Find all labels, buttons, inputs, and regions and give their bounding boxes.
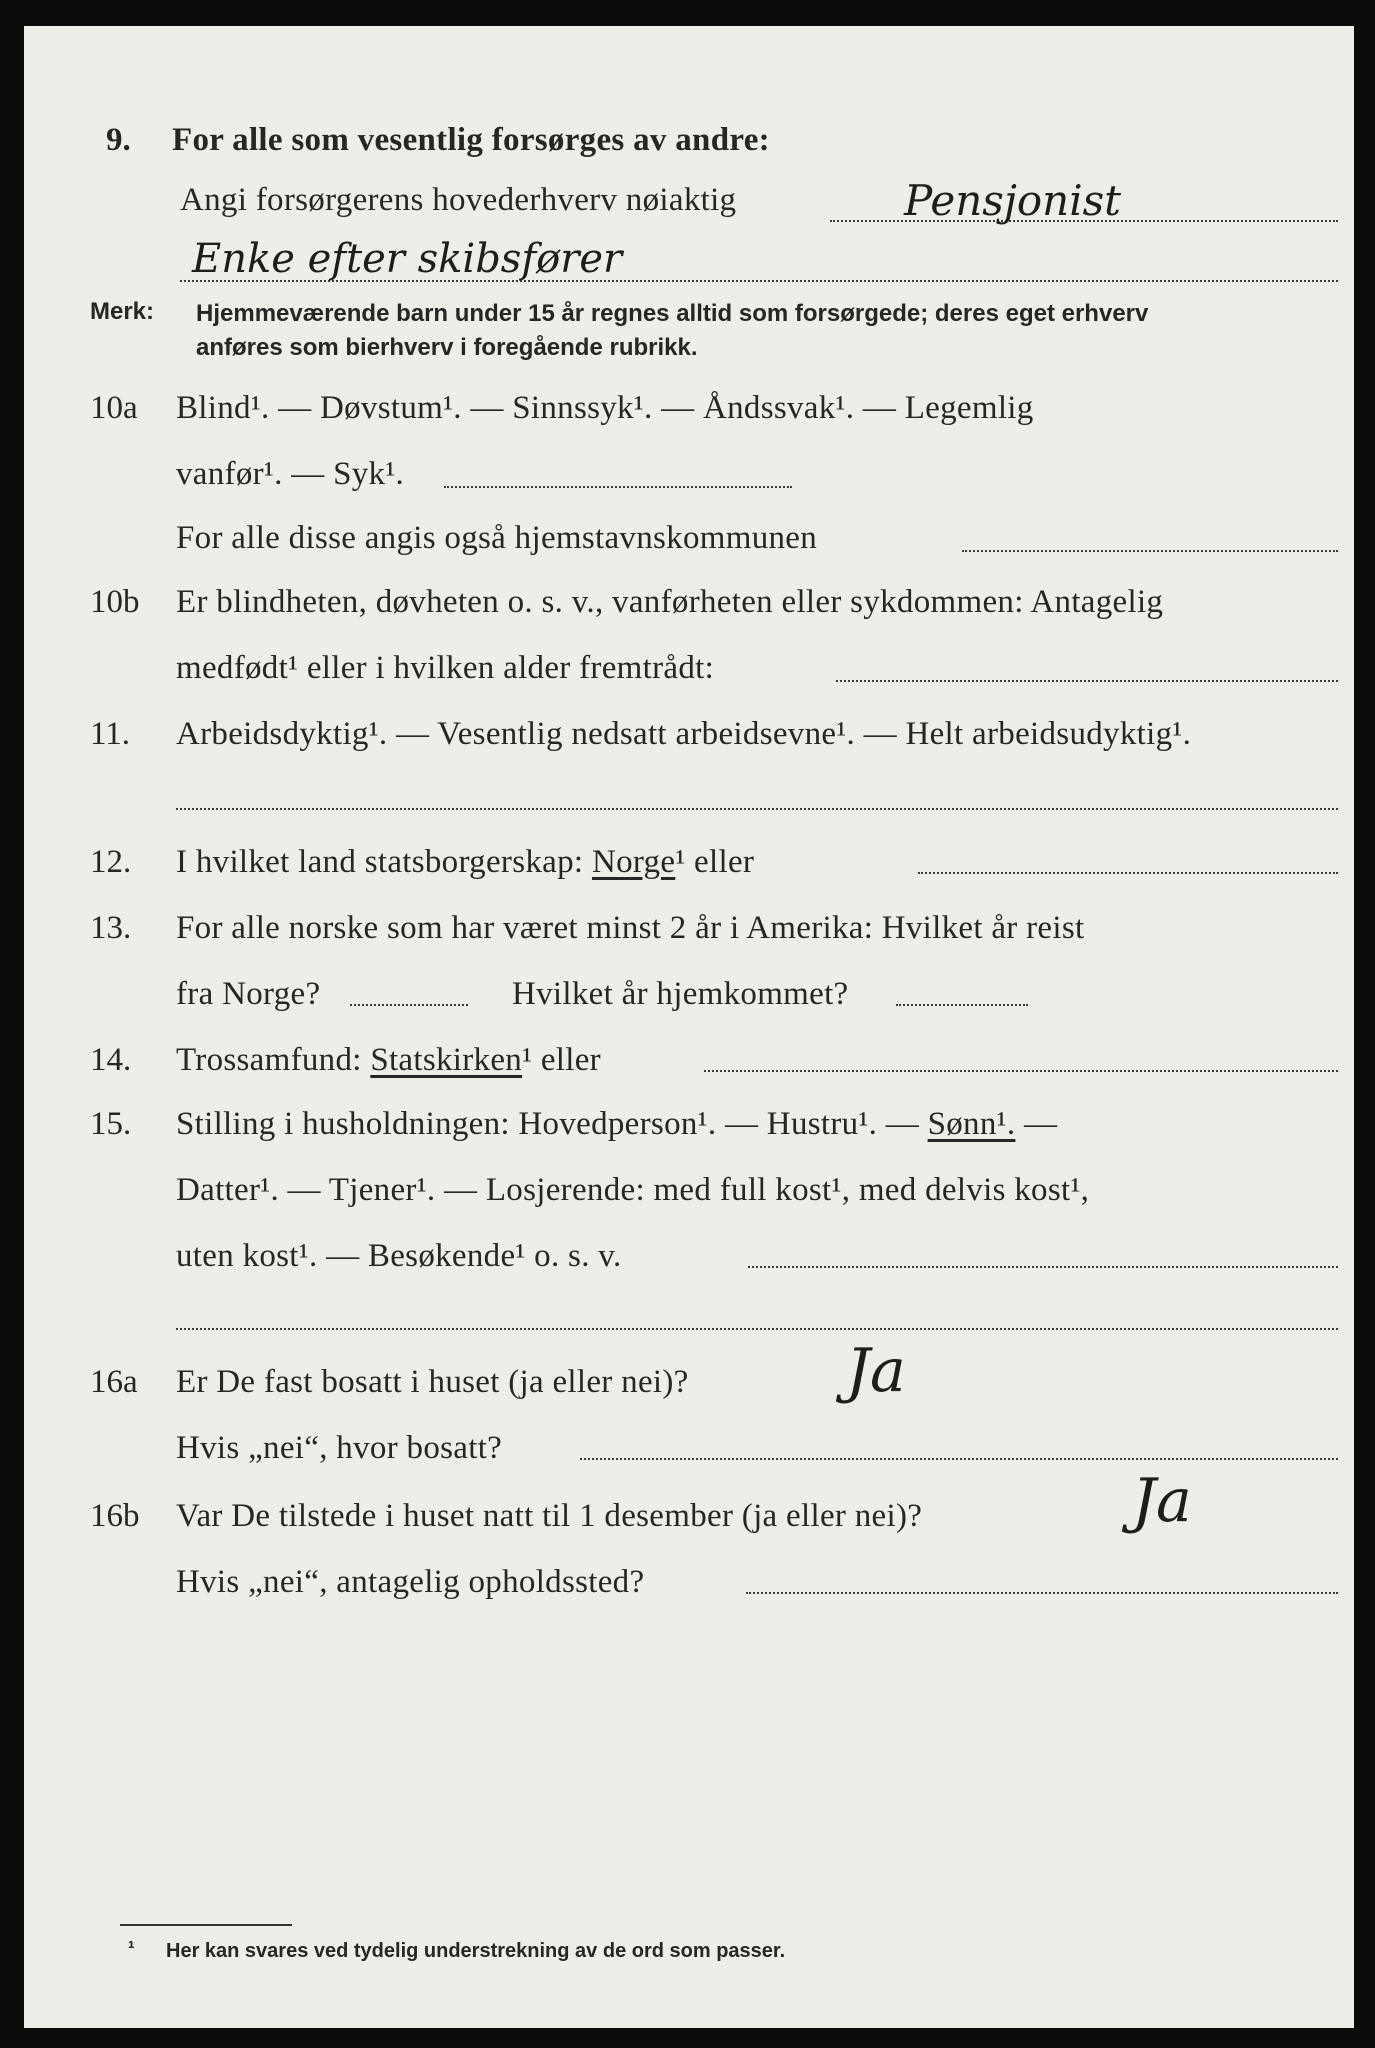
q16a-answer-line — [580, 1458, 1338, 1460]
q15-line-3: uten kost¹. — Besøkende¹ o. s. v. — [176, 1238, 622, 1274]
q9-title: For alle som vesentlig forsørges av andre: — [172, 122, 770, 158]
q16b-handwritten-answer: Ja — [1132, 1466, 1192, 1536]
q12-number: 12. — [90, 844, 132, 880]
q12-line — [176, 844, 754, 881]
q10a-syk-answer-line — [444, 486, 792, 488]
q16b-number: 16b — [90, 1498, 140, 1534]
q16b-answer-line — [746, 1592, 1338, 1594]
q10a-number: 10a — [90, 390, 138, 426]
q12-underlined-answer: Norge — [591, 844, 676, 880]
census-form-page — [24, 26, 1354, 2028]
q16a-number: 16a — [90, 1364, 138, 1400]
q16a-line-1: Er De fast bosatt i huset (ja eller nei)? — [176, 1364, 689, 1400]
q13-part-a: fra Norge? — [176, 976, 321, 1012]
q14-label: Trossamfund: — [176, 1042, 362, 1078]
footnote-rule — [120, 1924, 292, 1926]
q13-reist-answer-line — [350, 1004, 468, 1006]
q15-line-1-text: Stilling i husholdningen: Hovedperson¹. — Hustru¹. — — [176, 1106, 920, 1142]
q15-number: 15. — [90, 1106, 132, 1142]
q12-suffix: ¹ eller — [675, 844, 755, 880]
q11-line-1: Arbeidsdyktig¹. — Vesentlig nedsatt arbeidsevne¹. — Helt arbeidsudyktig¹. — [176, 716, 1192, 752]
merk-text-1: Hjemmeværende barn under 15 år regnes alltid som forsørgede; deres eget erhverv — [196, 300, 1149, 327]
q15-line-1 — [176, 1106, 1057, 1143]
q9-number: 9. — [106, 122, 131, 158]
q10a-line-2: vanfør¹. — Syk¹. — [176, 456, 405, 492]
q14-line — [176, 1042, 601, 1079]
merk-label: Merk: — [90, 298, 155, 325]
q11-answer-line — [176, 808, 1338, 810]
q13-part-b: Hvilket år hjemkommet? — [512, 976, 849, 1012]
q10a-line-3: For alle disse angis også hjemstavnskommunen — [176, 520, 818, 556]
footnote-text: Her kan svares ved tydelig understrekning av de ord som passer. — [166, 1940, 786, 1962]
q15-underlined-answer: Sønn¹. — [927, 1106, 1016, 1142]
q16b-line-1: Var De tilstede i huset natt til 1 desember (ja eller nei)? — [176, 1498, 923, 1534]
q9-label: Angi forsørgerens hovederhverv nøiaktig — [180, 182, 737, 218]
q9-handwritten-answer-1: Pensjonist — [904, 176, 1122, 225]
q10b-answer-line — [836, 680, 1338, 682]
q13-hjemkommet-answer-line — [896, 1004, 1028, 1006]
q10b-number: 10b — [90, 584, 140, 620]
q15-line-2: Datter¹. — Tjener¹. — Losjerende: med full kost¹, med delvis kost¹, — [176, 1172, 1090, 1208]
q15-answer-line-1 — [748, 1266, 1338, 1268]
q14-answer-line — [704, 1070, 1338, 1072]
q16a-line-2: Hvis „nei“, hvor bosatt? — [176, 1430, 503, 1466]
q16a-handwritten-answer: Ja — [846, 1336, 906, 1406]
q16b-line-2: Hvis „nei“, antagelig opholdssted? — [176, 1564, 645, 1600]
q9-handwritten-answer-2: Enke efter skibsfører — [192, 236, 623, 282]
q13-line-1: For alle norske som har været minst 2 år i Amerika: Hvilket år reist — [176, 910, 1085, 946]
q10a-line-1: Blind¹. — Døvstum¹. — Sinnssyk¹. — Åndssvak¹. — Legemlig — [176, 390, 1034, 426]
q14-underlined-answer: Statskirken — [370, 1042, 523, 1078]
q10b-line-1: Er blindheten, døvheten o. s. v., vanførheten eller sykdommen: Antagelig — [176, 584, 1164, 620]
footnote-mark: ¹ — [128, 1938, 135, 1960]
q14-suffix: ¹ eller — [522, 1042, 601, 1078]
q15-line-1-suffix: — — [1023, 1106, 1058, 1142]
q10a-kommune-answer-line — [962, 550, 1338, 552]
q12-label: I hvilket land statsborgerskap: — [176, 844, 584, 880]
q15-answer-line-2 — [176, 1328, 1338, 1330]
q12-answer-line — [918, 872, 1338, 874]
merk-text-2: anføres som bierhverv i foregående rubrikk. — [196, 334, 698, 361]
q11-number: 11. — [90, 716, 131, 752]
q13-number: 13. — [90, 910, 132, 946]
q14-number: 14. — [90, 1042, 132, 1078]
q10b-line-2: medfødt¹ eller i hvilken alder fremtrådt: — [176, 650, 715, 686]
